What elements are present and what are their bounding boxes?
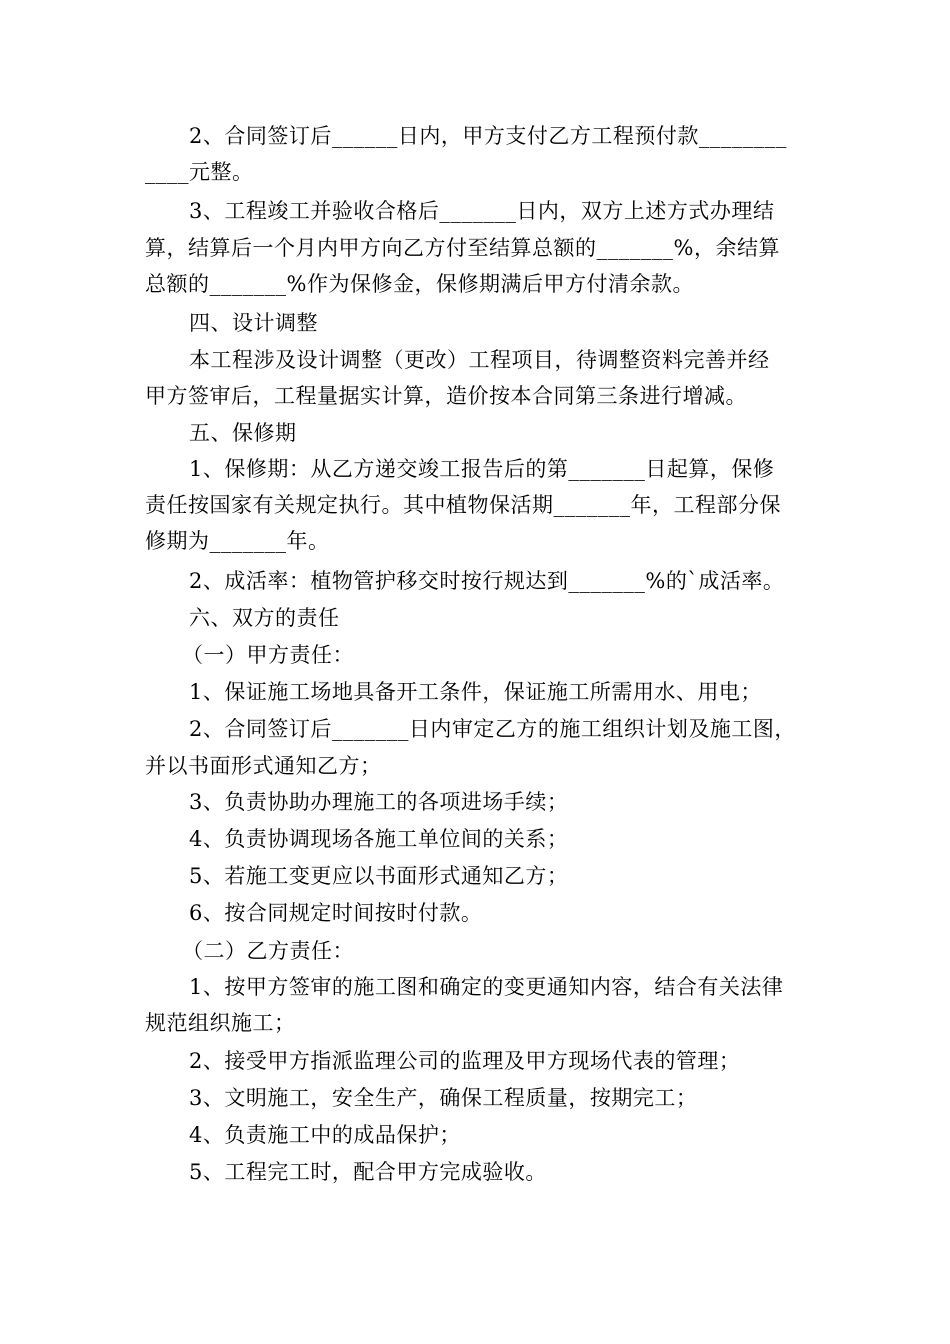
section-heading: 五、保修期 — [189, 421, 297, 445]
section-heading: 六、双方的责任 — [189, 606, 340, 630]
text-line: 规范组织施工； — [145, 1011, 296, 1035]
text-line: 总额的_______%作为保修金，保修期满后甲方付清余款。 — [145, 272, 694, 296]
text-line: 3、工程竣工并验收合格后_______日内，双方上述方式办理结 — [189, 199, 775, 223]
subsection-heading: （一）甲方责任： — [182, 643, 354, 667]
text-line: 1、保证施工场地具备开工条件，保证施工所需用水、用电； — [189, 680, 762, 704]
text-line: 责任按国家有关规定执行。其中植物保活期_______年，工程部分保 — [145, 493, 781, 517]
text-line: 5、工程完工时，配合甲方完成验收。 — [189, 1160, 547, 1184]
text-line: 2、成活率：植物管护移交时按行规达到_______%的`成活率。 — [189, 569, 785, 593]
text-line: 甲方签审后，工程量据实计算，造价按本合同第三条进行增减。 — [145, 384, 747, 408]
text-line: 本工程涉及设计调整（更改）工程项目，待调整资料完善并经 — [189, 348, 770, 372]
text-line: 3、文明施工，安全生产，确保工程质量，按期完工； — [189, 1086, 698, 1110]
section-heading: 四、设计调整 — [189, 311, 318, 335]
text-line: 6、按合同规定时间按时付款。 — [189, 901, 483, 925]
text-line: 2、接受甲方指派监理公司的监理及甲方现场代表的管理； — [189, 1049, 741, 1073]
text-line: 并以书面形式通知乙方； — [145, 754, 382, 778]
text-line: 5、若施工变更应以书面形式通知乙方； — [189, 864, 569, 888]
text-line: 1、保修期：从乙方递交竣工报告后的第_______日起算，保修 — [189, 457, 775, 481]
text-line: 3、负责协助办理施工的各项进场手续； — [189, 790, 569, 814]
text-line: 4、负责协调现场各施工单位间的关系； — [189, 827, 569, 851]
text-line: 1、按甲方签审的施工图和确定的变更通知内容，结合有关法律 — [189, 975, 784, 999]
text-line: 2、合同签订后_______日内审定乙方的施工组织计划及施工图， — [189, 717, 796, 741]
text-line: ____元整。 — [145, 160, 254, 184]
text-line: 2、合同签订后______日内，甲方支付乙方工程预付款________ — [189, 124, 787, 148]
text-line: 4、负责施工中的成品保护； — [189, 1123, 461, 1147]
subsection-heading: （二）乙方责任： — [182, 939, 354, 963]
text-line: 算，结算后一个月内甲方向乙方付至结算总额的_______%，余结算 — [145, 236, 780, 260]
text-line: 修期为_______年。 — [145, 529, 330, 553]
